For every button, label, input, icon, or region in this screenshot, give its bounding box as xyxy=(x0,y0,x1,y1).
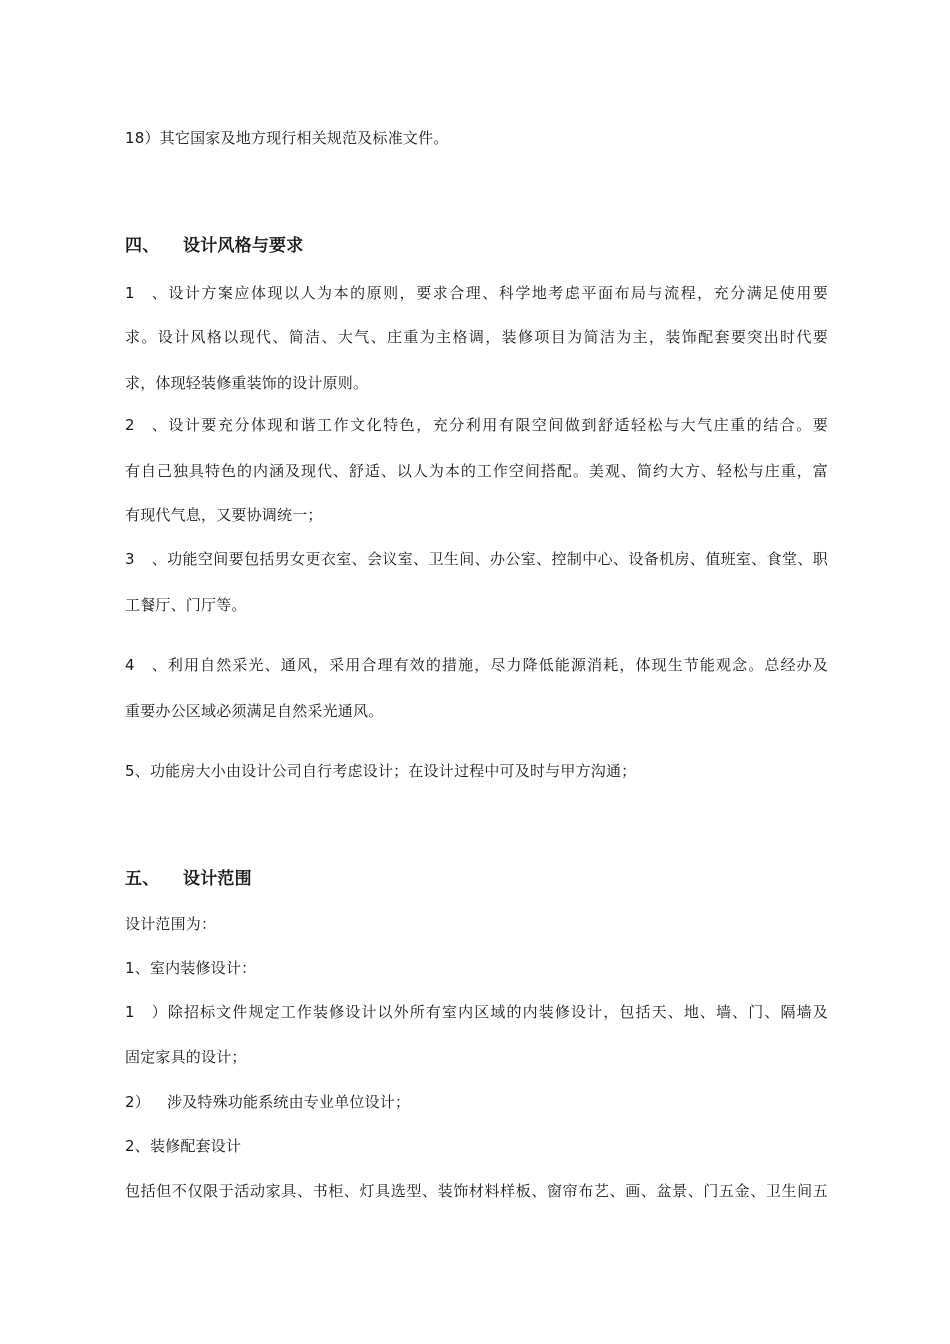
paragraph-line xyxy=(125,1047,247,1067)
paragraph-line xyxy=(125,761,636,781)
text-span: 涉及特殊功能系统由专业单位设计； xyxy=(167,1093,411,1111)
text-span: 固定家具的设计； xyxy=(125,1048,247,1066)
paragraph-line xyxy=(125,1181,828,1201)
section-heading-5 xyxy=(125,869,252,889)
paragraph-line xyxy=(125,505,323,525)
paragraph-line xyxy=(125,373,368,393)
item-number: 4、 xyxy=(125,656,167,674)
paragraph-line xyxy=(125,327,828,347)
text-span: 功能空间要包括男女更衣室、会议室、卫生间、办公室、控制中心、设备机房、值班室、食堂、职 xyxy=(167,550,828,568)
text-span: 除招标文件规定工作装修设计以外所有室内区域的内装修设计，包括天、地、墙、门、隔墙及 xyxy=(167,1003,828,1021)
item-number: 1、 xyxy=(125,284,167,302)
paragraph-line xyxy=(125,415,828,435)
text-line xyxy=(125,128,449,148)
paragraph-line xyxy=(125,701,383,721)
text-span: 设计要充分体现和谐工作文化特色，充分利用有限空间做到舒适轻松与大气庄重的结合。要 xyxy=(167,416,828,434)
section-number: 五、 xyxy=(125,869,160,889)
text-span: 18）其它国家及地方现行相关规范及标准文件。 xyxy=(125,129,449,147)
paragraph-line xyxy=(125,595,247,615)
text-span: 设计方案应体现以人为本的原则，要求合理、科学地考虑平面布局与流程，充分满足使用要 xyxy=(167,284,828,302)
text-span: 设计范围为： xyxy=(125,915,217,933)
text-span: 2、装修配套设计 xyxy=(125,1137,242,1155)
paragraph-line xyxy=(125,958,256,978)
paragraph-line xyxy=(125,914,216,934)
paragraph-line xyxy=(125,461,828,481)
item-number: 2、 xyxy=(125,416,167,434)
text-span: 工餐厅、门厅等。 xyxy=(125,596,247,614)
text-span: 求。设计风格以现代、简洁、大气、庄重为主格调，装修项目为简洁为主，装饰配套要突出时代要 xyxy=(125,328,828,346)
text-span: 求，体现轻装修重装饰的设计原则。 xyxy=(125,374,369,392)
text-span: 1、室内装修设计： xyxy=(125,959,257,977)
item-number: 2） xyxy=(125,1093,150,1111)
text-span: 有现代气息，又要协调统一； xyxy=(125,506,323,524)
text-span: 有自己独具特色的内涵及现代、舒适、以人为本的工作空间搭配。美观、简约大方、轻松与庄重，富 xyxy=(125,462,828,480)
paragraph-line xyxy=(125,1092,410,1112)
section-heading-4 xyxy=(125,236,303,256)
paragraph-line xyxy=(125,655,828,675)
section-number: 四、 xyxy=(125,236,160,256)
item-number: 3、 xyxy=(125,550,167,568)
paragraph-line xyxy=(125,1002,828,1022)
item-number: 1） xyxy=(125,1003,167,1021)
section-title: 设计风格与要求 xyxy=(183,236,304,256)
paragraph-line xyxy=(125,283,828,303)
paragraph-line xyxy=(125,549,828,569)
section-title: 设计范围 xyxy=(183,869,252,889)
text-span: 5、功能房大小由设计公司自行考虑设计；在设计过程中可及时与甲方沟通； xyxy=(125,762,637,780)
paragraph-line xyxy=(125,1136,241,1156)
text-span: 利用自然采光、通风，采用合理有效的措施，尽力降低能源消耗，体现生节能观念。总经办及 xyxy=(167,656,828,674)
text-span: 包括但不仅限于活动家具、书柜、灯具选型、装饰材料样板、窗帘布艺、画、盆景、门五金、卫生间五 xyxy=(125,1182,828,1200)
text-span: 重要办公区域必须满足自然采光通风。 xyxy=(125,702,384,720)
